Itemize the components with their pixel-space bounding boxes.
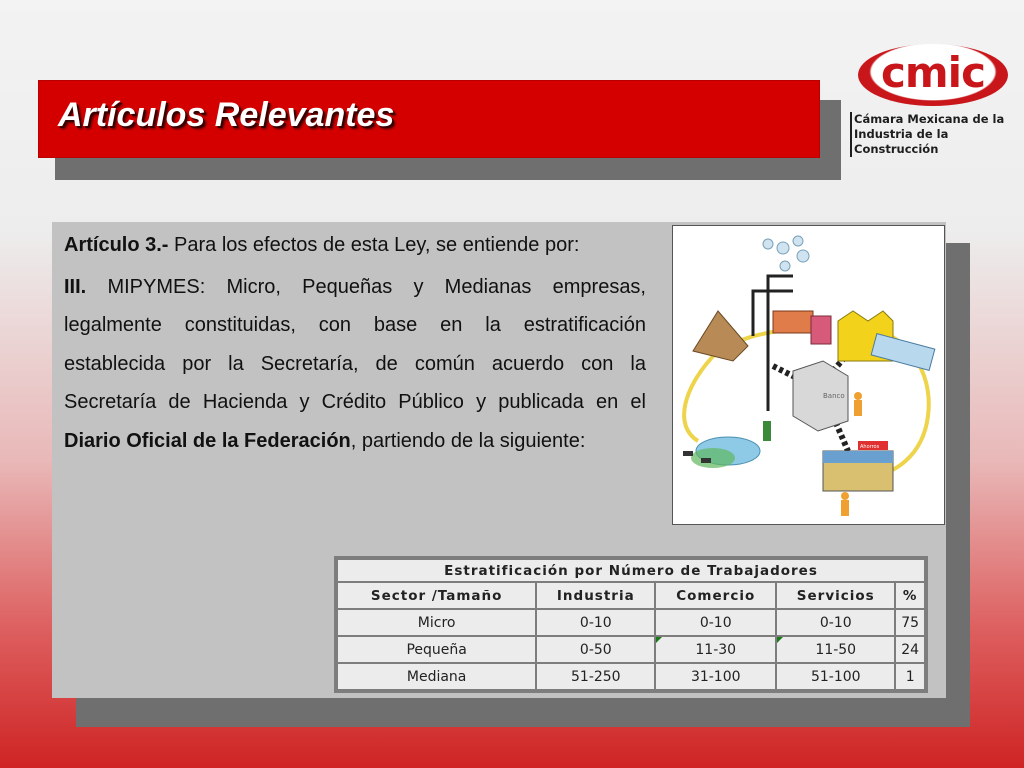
table-cell: 0-10 bbox=[776, 609, 895, 636]
table-cell: 24 bbox=[895, 636, 925, 663]
col-header-industria: Industria bbox=[536, 582, 655, 609]
business-cycle-icon bbox=[673, 226, 944, 524]
shop-sign-label: Ahorros bbox=[860, 444, 880, 450]
article-paragraph-2 bbox=[64, 268, 646, 461]
row-label: Mediana bbox=[337, 663, 536, 690]
row-label: Pequeña bbox=[337, 636, 536, 663]
diario-oficial-reference: Diario Oficial de la Federación bbox=[64, 429, 351, 452]
table-cell: 31-100 bbox=[655, 663, 776, 690]
page-title: Artículos Relevantes bbox=[58, 96, 395, 134]
title-bar bbox=[38, 80, 820, 158]
row-label: Micro bbox=[337, 609, 536, 636]
article-number: Artículo 3.- bbox=[64, 234, 169, 256]
table-row bbox=[337, 636, 925, 663]
cmic-logo bbox=[850, 42, 1018, 154]
col-header-sector: Sector /Tamaño bbox=[337, 582, 536, 609]
business-cycle-illustration bbox=[672, 225, 945, 525]
table-cell: 51-100 bbox=[776, 663, 895, 690]
table-cell: 1 bbox=[895, 663, 925, 690]
fraction-number: III. bbox=[64, 275, 87, 298]
logo-wordmark: cmic bbox=[881, 48, 985, 97]
table-cell: 0-10 bbox=[655, 609, 776, 636]
mipymes-definition: MIPYMES: Micro, Pequeñas y Medianas empresas, legalmente constituidas, con base en la estratificación establecida por la Secretaría, de común acuerdo con la Secretaría de Hacienda y Crédito Público y publicada en el bbox=[64, 275, 646, 413]
table-cell: 11-30 bbox=[655, 636, 776, 663]
table-caption: Estratificación por Número de Trabajadores bbox=[337, 559, 925, 582]
table-row bbox=[337, 663, 925, 690]
col-header-percent: % bbox=[895, 582, 925, 609]
table-cell: 11-50 bbox=[776, 636, 895, 663]
table-cell: 51-250 bbox=[536, 663, 655, 690]
table-header-row bbox=[337, 582, 925, 609]
table-cell: 0-10 bbox=[536, 609, 655, 636]
col-header-servicios: Servicios bbox=[776, 582, 895, 609]
definition-ending: , partiendo de la siguiente: bbox=[350, 429, 586, 452]
col-header-comercio: Comercio bbox=[655, 582, 776, 609]
article-intro: Para los efectos de esta Ley, se entiende por: bbox=[168, 234, 580, 256]
table-row bbox=[337, 609, 925, 636]
table-cell: 75 bbox=[895, 609, 925, 636]
article-text bbox=[64, 226, 646, 463]
bank-label: Banco bbox=[823, 392, 845, 400]
logo-tagline: Cámara Mexicana de la Industria de la Construcción bbox=[850, 112, 1018, 157]
article-paragraph-1 bbox=[64, 226, 646, 265]
table-cell: 0-50 bbox=[536, 636, 655, 663]
stratification-table bbox=[334, 556, 928, 693]
